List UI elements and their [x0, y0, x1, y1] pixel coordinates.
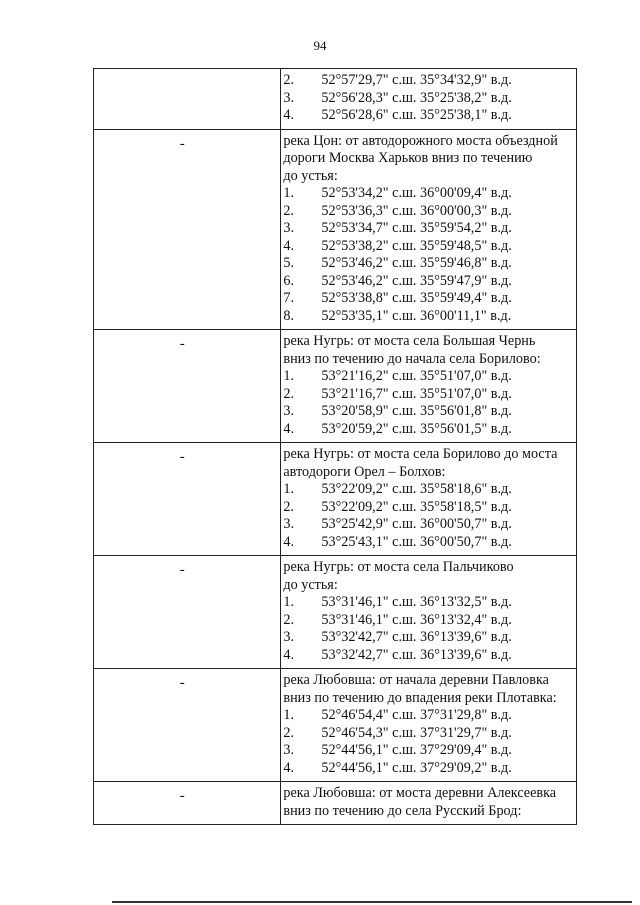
row-content-cell: [281, 443, 577, 556]
coordinate-number: 2.: [283, 498, 295, 515]
river-description: река Нугрь: от моста села Пальчиково до устья:: [283, 559, 514, 593]
row-marker-cell: [94, 129, 281, 330]
row-content-cell: [281, 129, 577, 330]
coordinate-number: 8.: [283, 307, 295, 324]
coordinate-line: [283, 238, 576, 256]
coordinate-number: 4.: [283, 533, 295, 550]
coordinate-value: 52°46'54,4" с.ш. 37°31'29,8" в.д.: [321, 707, 512, 723]
coordinate-value: 52°56'28,3" с.ш. 35°25'38,2" в.д.: [321, 89, 512, 106]
coordinate-number: 4.: [283, 107, 295, 123]
coordinate-value: 52°53'38,2" с.ш. 35°59'48,5" в.д.: [321, 237, 512, 254]
river-description: река Нугрь: от моста села Борилово до моста автодороги Орел – Болхов:: [283, 446, 558, 480]
coordinate-value: 53°20'58,9" с.ш. 35°56'01,8" в.д.: [321, 403, 512, 419]
cell-text: [281, 669, 576, 781]
table-row: [94, 782, 577, 825]
coordinate-line: [283, 403, 576, 421]
table-row: [94, 69, 577, 130]
cell-text: [281, 782, 576, 824]
coordinates-table: [93, 68, 577, 825]
river-description: река Любовша: от начала деревни Павловка вниз по течению до впадения реки Плотавка:: [283, 672, 557, 706]
coordinate-number: 1.: [283, 185, 295, 201]
coordinate-value: 53°32'42,7" с.ш. 36°13'39,6" в.д.: [321, 629, 512, 645]
coordinate-number: 7.: [283, 290, 295, 306]
coordinate-value: 52°56'28,6" с.ш. 35°25'38,1" в.д.: [321, 107, 512, 123]
coordinate-value: 52°53'38,8" с.ш. 35°59'49,4" в.д.: [321, 290, 512, 306]
coordinate-number: 1.: [283, 481, 295, 497]
coordinate-value: 52°53'46,2" с.ш. 35°59'46,8" в.д.: [321, 255, 512, 271]
coordinate-number: 3.: [283, 403, 295, 419]
coordinate-value: 53°31'46,1" с.ш. 36°13'32,4" в.д.: [321, 611, 512, 628]
coordinate-line: [283, 481, 576, 499]
coordinate-line: [283, 368, 576, 386]
coordinate-line: [283, 534, 576, 552]
coordinate-line: [283, 612, 576, 630]
row-content-cell: [281, 330, 577, 443]
row-content-cell: [281, 556, 577, 669]
coordinate-line: [283, 90, 576, 108]
coordinate-line: [283, 290, 576, 308]
coordinate-number: 2.: [283, 724, 295, 741]
row-marker-cell: [94, 330, 281, 443]
row-marker-cell: [94, 69, 281, 130]
coordinate-line: [283, 629, 576, 647]
row-dash-marker: -: [179, 135, 185, 152]
coordinate-line: [283, 707, 576, 725]
cell-text: [281, 443, 576, 555]
cell-text: [281, 130, 576, 330]
coordinate-value: 52°44'56,1" с.ш. 37°29'09,2" в.д.: [321, 759, 512, 776]
river-description: река Нугрь: от моста села Большая Чернь вниз по течению до начала села Борилово:: [283, 333, 541, 367]
bottom-rule: [112, 901, 632, 903]
coordinate-line: [283, 273, 576, 291]
coordinate-value: 53°31'46,1" с.ш. 36°13'32,5" в.д.: [321, 594, 512, 610]
table-row: [94, 669, 577, 782]
row-dash-marker: -: [179, 788, 185, 804]
coordinate-number: 4.: [283, 420, 295, 437]
coordinate-line: [283, 421, 576, 439]
coordinate-line: [283, 516, 576, 534]
coordinate-number: 6.: [283, 272, 295, 289]
row-content-cell: [281, 669, 577, 782]
coordinate-value: 53°25'42,9" с.ш. 36°00'50,7" в.д.: [321, 516, 512, 532]
row-dash-marker: -: [179, 336, 185, 352]
river-description: река Любовша: от моста деревни Алексеевка вниз по течению до села Русский Брод:: [283, 785, 557, 819]
coordinate-number: 2.: [283, 611, 295, 628]
row-content-cell: [281, 782, 577, 825]
cell-text: [281, 69, 576, 129]
cell-text: [281, 330, 576, 442]
coordinate-line: [283, 742, 576, 760]
coordinate-value: 52°53'34,2" с.ш. 36°00'09,4" в.д.: [321, 185, 512, 201]
coordinate-number: 5.: [283, 255, 295, 271]
coordinate-value: 53°22'09,2" с.ш. 35°58'18,6" в.д.: [321, 481, 512, 497]
coordinate-line: [283, 220, 576, 238]
coordinate-line: [283, 107, 576, 125]
table-row: [94, 556, 577, 669]
coordinate-value: 53°21'16,2" с.ш. 35°51'07,0" в.д.: [321, 368, 512, 384]
coordinate-number: 3.: [283, 220, 295, 236]
coordinate-value: 52°46'54,3" с.ш. 37°31'29,7" в.д.: [321, 724, 512, 741]
coordinate-number: 1.: [283, 368, 295, 384]
coordinate-number: 2.: [283, 202, 295, 219]
coordinate-value: 52°53'46,2" с.ш. 35°59'47,9" в.д.: [321, 272, 512, 289]
row-dash-marker: -: [179, 675, 185, 691]
coordinate-value: 53°25'43,1" с.ш. 36°00'50,7" в.д.: [321, 533, 512, 550]
cell-text: [281, 556, 576, 668]
coordinate-number: 4.: [283, 237, 295, 254]
row-content-cell: [281, 69, 577, 130]
coordinate-line: [283, 185, 576, 203]
table-row: [94, 129, 577, 330]
coordinate-number: 3.: [283, 742, 295, 758]
coordinate-number: 3.: [283, 629, 295, 645]
coordinate-number: 4.: [283, 759, 295, 776]
coordinate-value: 52°53'36,3" с.ш. 36°00'00,3" в.д.: [321, 202, 512, 219]
coordinate-line: [283, 203, 576, 221]
coordinate-number: 2.: [283, 385, 295, 402]
table-row: [94, 330, 577, 443]
coordinate-line: [283, 760, 576, 778]
coordinate-value: 52°44'56,1" с.ш. 37°29'09,4" в.д.: [321, 742, 512, 758]
page-number: 94: [313, 38, 327, 53]
coordinate-value: 52°53'35,1" с.ш. 36°00'11,1" в.д.: [321, 307, 512, 324]
coordinate-number: 1.: [283, 594, 295, 610]
coordinate-number: 2.: [283, 72, 295, 88]
row-marker-cell: [94, 669, 281, 782]
coordinate-line: [283, 308, 576, 326]
coordinate-line: [283, 255, 576, 273]
coordinate-value: 52°57'29,7" с.ш. 35°34'32,9" в.д.: [321, 72, 512, 88]
row-dash-marker: [94, 69, 280, 76]
row-dash-marker: -: [179, 449, 185, 465]
coordinate-number: 4.: [283, 646, 295, 663]
coordinate-line: [283, 499, 576, 517]
table-row: [94, 443, 577, 556]
coordinate-line: [283, 72, 576, 90]
row-dash-marker: -: [179, 562, 185, 578]
coordinate-number: 3.: [283, 89, 295, 106]
coordinate-line: [283, 647, 576, 665]
coordinate-value: 52°53'34,7" с.ш. 35°59'54,2" в.д.: [321, 220, 512, 236]
coordinate-value: 53°32'42,7" с.ш. 36°13'39,6" в.д.: [321, 646, 512, 663]
river-description: река Цон: от автодорожного моста объездной дороги Москва Харьков вниз по течению до устья:: [283, 132, 558, 184]
coordinate-line: [283, 386, 576, 404]
table-body: [94, 69, 577, 825]
coordinate-value: 53°22'09,2" с.ш. 35°58'18,5" в.д.: [321, 498, 512, 515]
row-marker-cell: [94, 556, 281, 669]
coordinate-number: 3.: [283, 516, 295, 532]
coordinate-value: 53°21'16,7" с.ш. 35°51'07,0" в.д.: [321, 385, 512, 402]
coordinate-line: [283, 594, 576, 612]
row-marker-cell: [94, 782, 281, 825]
coordinate-line: [283, 725, 576, 743]
coordinate-number: 1.: [283, 707, 295, 723]
row-marker-cell: [94, 443, 281, 556]
coordinate-value: 53°20'59,2" с.ш. 35°56'01,5" в.д.: [321, 420, 512, 437]
